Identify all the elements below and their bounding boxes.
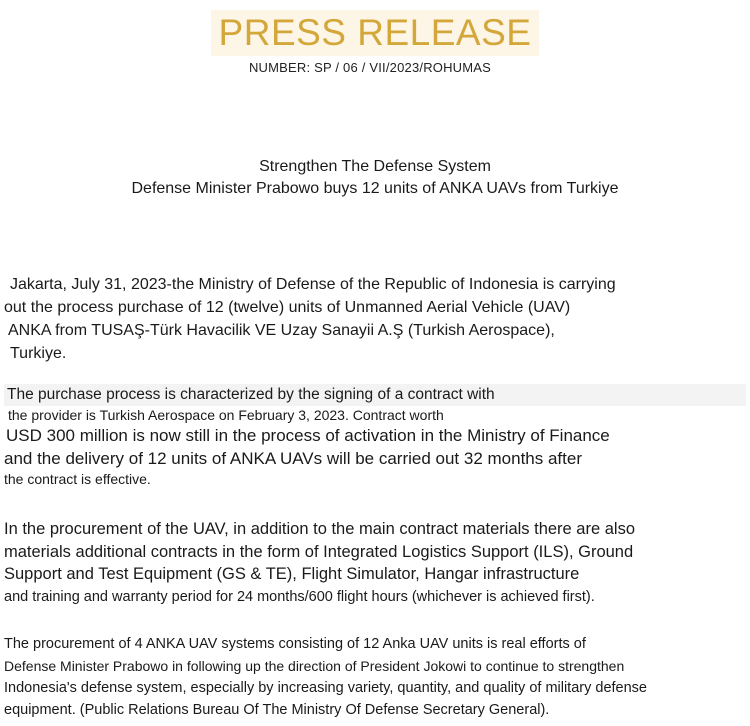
release-number: NUMBER: SP / 06 / VII/2023/ROHUMAS xyxy=(248,60,492,75)
paragraph-line: materials additional contracts in the form of Integrated Logistics Support (ILS), Ground xyxy=(4,542,634,561)
paragraph-line: The procurement of 4 ANKA UAV systems consisting of 12 Anka UAV units is real efforts of xyxy=(4,636,586,652)
headline-title: Defense Minister Prabowo buys 12 units of ANKA UAVs from Turkiye xyxy=(131,180,619,197)
paragraph-line: equipment. (Public Relations Bureau Of The Ministry Of Defense Secretary General). xyxy=(4,702,550,718)
paragraph-line: Jakarta, July 31, 2023-the Ministry of Defense of the Republic of Indonesia is carrying xyxy=(10,276,616,293)
headline xyxy=(0,156,750,200)
paragraph-line: and training and warranty period for 24 months/600 flight hours (whichever is achieved first). xyxy=(4,588,595,605)
paragraph-line: In the procurement of the UAV, in addition to the main contract materials there are also xyxy=(4,520,636,538)
paragraph-3 xyxy=(4,518,746,608)
paragraph-line: the contract is effective. xyxy=(4,471,151,487)
paragraph-line: out the process purchase of 12 (twelve) units of Unmanned Aerial Vehicle (UAV) xyxy=(4,299,571,316)
paragraph-line: Turkiye. xyxy=(10,345,67,362)
paragraph-line: Defense Minister Prabowo in following up the direction of President Jokowi to continue to strengthen xyxy=(4,658,625,674)
press-release-title: PRESS RELEASE xyxy=(211,10,540,56)
paragraph-line: Indonesia's defense system, especially by increasing variety, quantity, and quality of military defense xyxy=(4,680,647,696)
paragraph-line: Support and Test Equipment (GS & TE), Flight Simulator, Hangar infrastructure xyxy=(4,565,580,583)
paragraph-line: ANKA from TUSAŞ-Türk Havacilik VE Uzay Sanayii A.Ş (Turkish Aerospace), xyxy=(8,322,555,339)
paragraph-line: and the delivery of 12 units of ANKA UAVs will be carried out 32 months after xyxy=(4,449,582,468)
press-release-header xyxy=(0,10,750,76)
paragraph-line: The purchase process is characterized by the signing of a contract with xyxy=(4,384,746,406)
paragraph-1 xyxy=(4,273,746,365)
headline-subtitle: Strengthen The Defense System xyxy=(259,158,491,175)
paragraph-line: USD 300 million is now still in the process of activation in the Ministry of Finance xyxy=(6,426,610,445)
paragraph-line: the provider is Turkish Aerospace on February 3, 2023. Contract worth xyxy=(8,407,444,423)
paragraph-4 xyxy=(4,633,746,721)
paragraph-2 xyxy=(4,384,746,489)
